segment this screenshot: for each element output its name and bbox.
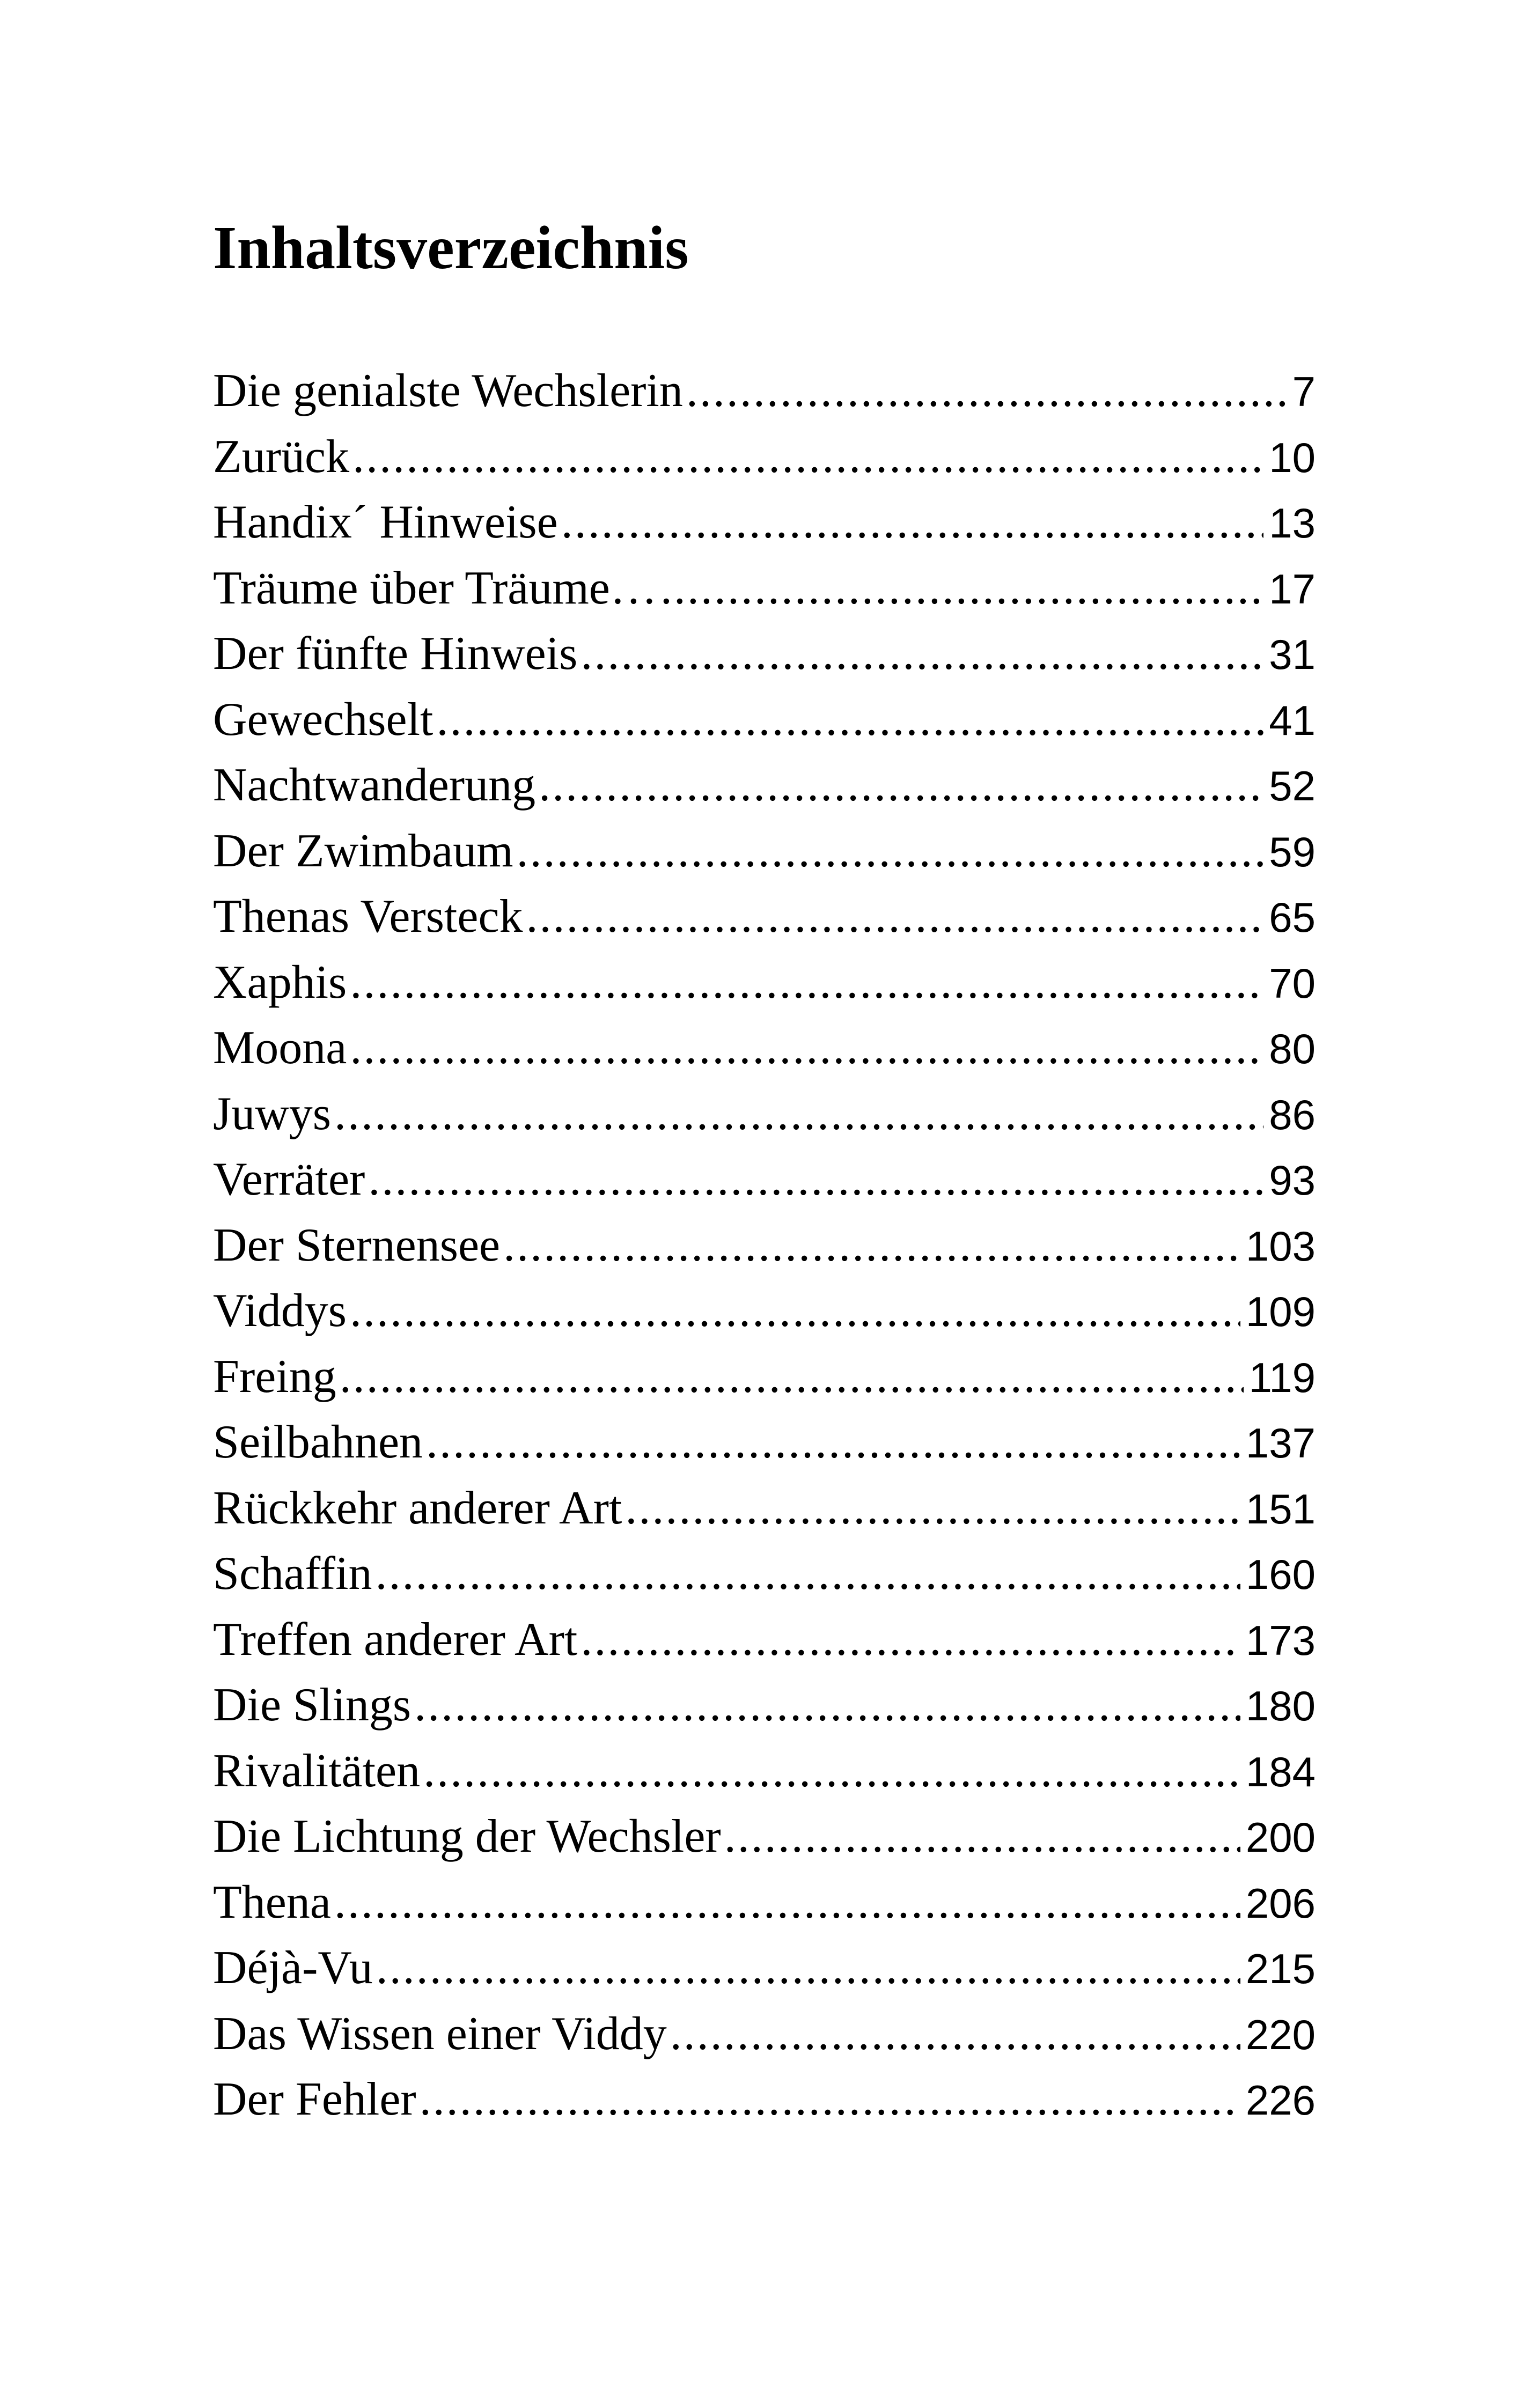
dot-leader xyxy=(376,1935,1240,2001)
toc-entry xyxy=(213,1476,1316,1542)
toc-entry-title: Der Sternensee xyxy=(213,1219,501,1271)
toc-entry-page: 59 xyxy=(1269,828,1316,875)
dot-leader xyxy=(686,358,1287,424)
dot-leader xyxy=(340,1344,1244,1410)
toc-entry-page: 13 xyxy=(1269,499,1316,547)
dot-leader xyxy=(526,884,1264,950)
toc-entry-page: 10 xyxy=(1269,433,1316,481)
toc-entry xyxy=(213,753,1316,819)
toc-entry-page: 206 xyxy=(1245,1879,1316,1927)
toc-entry-page: 226 xyxy=(1245,2076,1316,2124)
toc-entry-page: 109 xyxy=(1245,1288,1316,1335)
toc-entry xyxy=(213,1804,1316,1870)
toc-entry-title: Verräter xyxy=(213,1153,365,1205)
toc-entry xyxy=(213,687,1316,753)
toc-entry-title: Der Zwimbaum xyxy=(213,824,513,877)
toc-entry xyxy=(213,1739,1316,1805)
dot-leader xyxy=(561,490,1264,556)
toc-entry-page: 65 xyxy=(1269,894,1316,941)
toc-entry-title: Juwys xyxy=(213,1087,332,1140)
toc-entry-page: 180 xyxy=(1245,1682,1316,1729)
dot-leader xyxy=(376,1541,1240,1607)
dot-leader xyxy=(352,424,1263,490)
toc-entry-title: Die Lichtung der Wechsler xyxy=(213,1810,721,1862)
table-of-contents xyxy=(213,358,1316,2133)
dot-leader xyxy=(420,2067,1240,2133)
toc-entry-page: 220 xyxy=(1245,2011,1316,2058)
toc-entry xyxy=(213,1541,1316,1607)
dot-leader xyxy=(334,1870,1240,1936)
toc-entry-title: Schaffin xyxy=(213,1548,372,1600)
toc-entry-page: 119 xyxy=(1248,1353,1316,1401)
toc-entry xyxy=(213,950,1316,1016)
toc-entry-title: Handix´ Hinweise xyxy=(213,496,558,548)
dot-leader xyxy=(581,621,1263,687)
dot-leader xyxy=(350,950,1263,1016)
toc-entry xyxy=(213,1147,1316,1213)
toc-entry xyxy=(213,1081,1316,1147)
dot-leader xyxy=(724,1804,1240,1870)
toc-entry-title: Thenas Versteck xyxy=(213,890,523,942)
dot-leader xyxy=(503,1213,1240,1279)
toc-entry-page: 200 xyxy=(1245,1814,1316,1861)
toc-entry xyxy=(213,556,1316,622)
toc-entry-title: Der Fehler xyxy=(213,2073,416,2125)
dot-leader xyxy=(350,1278,1240,1344)
toc-entry-page: 173 xyxy=(1245,1616,1316,1664)
toc-entry xyxy=(213,1015,1316,1081)
toc-entry-page: 86 xyxy=(1269,1091,1316,1138)
toc-entry-title: Nachtwanderung xyxy=(213,759,536,811)
toc-entry-title: Das Wissen einer Viddy xyxy=(213,2007,667,2060)
toc-entry-title: Die Slings xyxy=(213,1679,412,1731)
toc-entry xyxy=(213,2001,1316,2067)
toc-entry xyxy=(213,490,1316,556)
toc-entry xyxy=(213,1410,1316,1476)
dot-leader xyxy=(368,1147,1263,1213)
dot-leader xyxy=(517,819,1264,885)
toc-entry xyxy=(213,1870,1316,1936)
dot-leader xyxy=(436,687,1263,753)
toc-entry-title: Rivalitäten xyxy=(213,1744,421,1797)
toc-entry xyxy=(213,424,1316,490)
toc-entry-title: Gewechselt xyxy=(213,693,433,746)
toc-entry xyxy=(213,1344,1316,1410)
dot-leader xyxy=(625,1476,1240,1542)
toc-entry-page: 160 xyxy=(1245,1551,1316,1598)
toc-entry-page: 215 xyxy=(1245,1945,1316,1992)
toc-entry-title: Rückkehr anderer Art xyxy=(213,1482,622,1534)
toc-entry-title: Thena xyxy=(213,1876,331,1928)
dot-leader xyxy=(423,1739,1240,1805)
toc-entry xyxy=(213,1278,1316,1344)
toc-entry xyxy=(213,1607,1316,1673)
toc-entry-page: 184 xyxy=(1245,1748,1316,1795)
toc-entry-page: 17 xyxy=(1269,565,1316,613)
toc-entry xyxy=(213,1673,1316,1739)
toc-entry xyxy=(213,884,1316,950)
toc-entry-title: Zurück xyxy=(213,430,350,483)
dot-leader xyxy=(414,1673,1240,1739)
toc-entry-title: Der fünfte Hinweis xyxy=(213,628,578,680)
toc-entry xyxy=(213,819,1316,885)
toc-entry xyxy=(213,621,1316,687)
toc-entry-page: 31 xyxy=(1269,631,1316,678)
toc-entry-page: 137 xyxy=(1245,1419,1316,1467)
toc-entry-title: Treffen anderer Art xyxy=(213,1613,578,1666)
toc-entry-title: Déjà-Vu xyxy=(213,1942,373,1994)
toc-entry-title: Die genialste Wechslerin xyxy=(213,365,683,417)
toc-entry xyxy=(213,2067,1316,2133)
toc-entry-title: Moona xyxy=(213,1022,347,1074)
toc-entry xyxy=(213,1213,1316,1279)
toc-entry-page: 70 xyxy=(1269,959,1316,1007)
toc-entry-page: 80 xyxy=(1269,1025,1316,1072)
dot-leader xyxy=(660,556,1263,622)
toc-entry-page: 151 xyxy=(1245,1485,1316,1533)
toc-entry-title: Seilbahnen xyxy=(213,1416,423,1468)
toc-entry-page: 93 xyxy=(1269,1157,1316,1204)
toc-entry-page: 41 xyxy=(1269,696,1316,744)
toc-entry-title: Viddys xyxy=(213,1285,347,1337)
dot-leader xyxy=(670,2001,1240,2067)
toc-entry-page: 103 xyxy=(1245,1222,1316,1270)
page-title: Inhaltsverzeichnis xyxy=(213,213,689,282)
dot-leader xyxy=(350,1015,1263,1081)
dot-leader xyxy=(539,753,1263,819)
toc-entry xyxy=(213,358,1316,424)
toc-entry-title: Freing xyxy=(213,1350,336,1403)
dot-leader xyxy=(334,1081,1263,1147)
dot-leader xyxy=(426,1410,1240,1476)
toc-entry-title: Träume über Träume… xyxy=(213,562,657,614)
dot-leader xyxy=(581,1607,1240,1673)
toc-entry xyxy=(213,1935,1316,2001)
toc-entry-page: 7 xyxy=(1292,368,1316,415)
toc-entry-page: 52 xyxy=(1269,762,1316,809)
toc-entry-title: Xaphis xyxy=(213,956,347,1008)
